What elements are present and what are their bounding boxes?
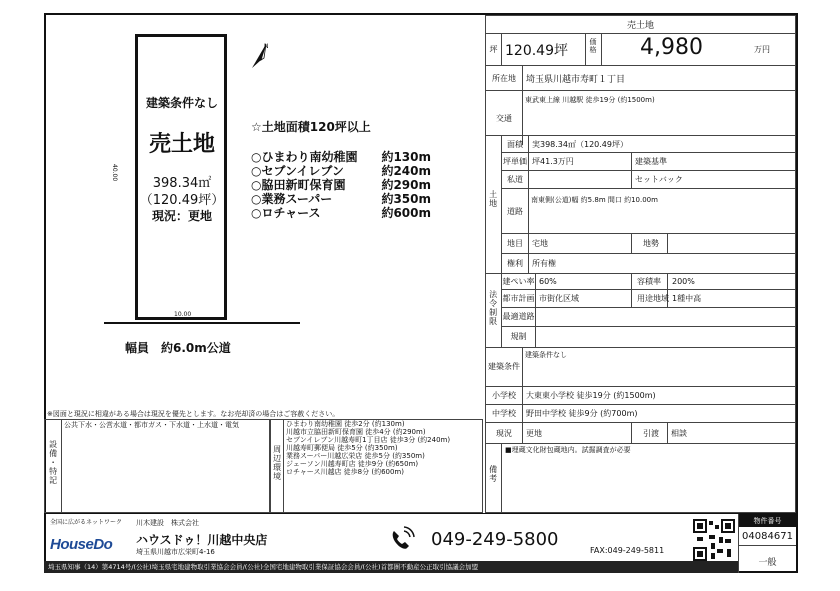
list-item: ○脇田新町保育園 約290m (251, 178, 431, 192)
chisei-label: 地勢 (643, 238, 659, 248)
cond-label: 建築条件 (488, 362, 520, 372)
kisei-label: 規制 (510, 332, 527, 342)
setback-label: セットバック (635, 174, 683, 184)
facilities-label: 設備・特記 (48, 440, 58, 485)
junior-value: 野田中学校 徒歩9分 (約700m) (526, 409, 638, 418)
svg-text:N: N (264, 43, 269, 50)
list-item: 業務スーパー川越広栄店 徒歩5分 (約350m) (286, 452, 425, 461)
chimoku-label: 地目 (507, 238, 523, 248)
list-item: ○ロチャース 約600m (251, 206, 431, 220)
side-dimension: 40.00 (111, 164, 118, 182)
toshi-value: 市街化区域 (539, 293, 579, 303)
qr-code-icon (693, 519, 735, 561)
current-status: 現況：更地 (151, 209, 212, 223)
spec-header: 売土地 (626, 20, 654, 31)
price-label: 価格 (589, 38, 598, 54)
transport-value: 東武東上線 川越駅 徒歩19分 (約1500m) (525, 96, 655, 104)
sale-title: 売土地 (148, 132, 215, 157)
hikiwatashi-value: 相談 (671, 428, 687, 438)
road-width: 幅員 約6.0m公道 (125, 341, 231, 355)
hikiwatashi-label: 引渡 (643, 428, 659, 438)
land-area-sqm: 398.34㎡ (152, 176, 212, 191)
surroundings-list (286, 420, 482, 476)
road-value: 南東側(公道)幅 約5.8m 間口 約10.00m (531, 196, 658, 204)
facilities-text: 公共下水・公営水道・都市ガス・下水道・上水道・電気 (64, 421, 239, 429)
facilities-box (44, 419, 270, 513)
list-item: ジェーソン川越寿町店 徒歩9分 (約650m) (286, 460, 419, 469)
shop-address: 埼玉県川越市広栄町4-16 (136, 548, 215, 556)
list-item: ○ひまわり南幼稚園 約130m (251, 150, 431, 164)
list-item: 川越市立脇田新町保育園 徒歩4分 (約290m) (286, 428, 426, 437)
tsubo-value: 120.49坪 (505, 43, 568, 59)
company-name: 川木建設 株式会社 (136, 519, 199, 527)
road-line (104, 322, 300, 324)
housedo-logo-text: HouseDo (50, 535, 113, 553)
law-label: 法令制限 (488, 290, 498, 326)
area-label: 面積 (507, 139, 523, 149)
list-item: ロチャース川越店 徒歩8分 (約600m) (286, 468, 404, 477)
biko-value: ■埋蔵文化財包蔵地内。試掘調査が必要 (505, 446, 631, 454)
highlight-note: ☆土地面積120坪以上 (251, 120, 371, 134)
housedo-logo (50, 531, 130, 557)
address-value: 埼玉県川越市寿町１丁目 (526, 74, 626, 85)
property-no-label: 物件番号 (739, 514, 796, 527)
phone-number[interactable]: 049-249-5800 (431, 529, 559, 550)
list-item: ひまわり南幼稚園 徒歩2分 (約130m) (286, 420, 405, 428)
land-area-tsubo: （120.49坪） (139, 193, 225, 208)
kenpei-value: 60% (539, 276, 557, 286)
kenchiku-label: 建築基準 (635, 157, 667, 166)
area-value: 実398.34㎡（120.49坪） (532, 139, 628, 149)
list-item: ○業務スーパー 約350m (251, 192, 431, 206)
property-no: 04084671 (742, 531, 793, 542)
transport-label: 交通 (496, 113, 512, 123)
kenpei-label: 建ぺい率 (502, 276, 535, 286)
list-item: セブンイレブン川越寿町1丁目店 徒歩3分 (約240m) (286, 436, 451, 445)
disclaimer: ※図面と現況に相違がある場合は現況を優先とします。なお売却済の場合はご容赦ください。 (47, 410, 340, 418)
genkyo-value: 更地 (526, 428, 542, 438)
cond-value: 建築条件なし (525, 351, 567, 359)
yoseki-value: 200% (672, 276, 695, 286)
license-text: 埼玉県知事（14）第4714号/(公社)埼玉県宅地建物取引業協会会員/(公社)全国宅地建物取引業保証協会会員/(公社)首都圏不動産公正取引協議会加盟 (48, 563, 479, 571)
yoto-value: 1種中高 (672, 293, 702, 303)
elem-value: 大東東小学校 徒歩19分 (約1500m) (526, 391, 656, 400)
yoto-label: 用途地域 (637, 293, 669, 303)
elem-label: 小学校 (492, 391, 516, 400)
compass-icon (244, 40, 274, 72)
saiteki-label: 最適道路 (502, 312, 535, 322)
land-label: 土地 (488, 190, 498, 208)
nearby-list (251, 150, 431, 220)
unit-price-label: 坪単価 (503, 157, 527, 166)
kenri-value: 所有権 (532, 258, 556, 268)
fax-number: FAX:049-249-5811 (590, 546, 665, 555)
tsubo-label: 坪 (489, 44, 498, 54)
kenri-label: 権利 (507, 258, 523, 268)
yoseki-label: 容積率 (637, 276, 661, 286)
junior-label: 中学校 (492, 409, 516, 418)
building-condition: 建築条件なし (145, 96, 218, 110)
shop-name: ハウスドゥ！川越中央店 (136, 533, 268, 547)
price-unit: 万円 (754, 45, 770, 54)
road-label: 道路 (507, 206, 523, 216)
listing-type: 一般 (758, 557, 777, 568)
shido-label: 私道 (507, 175, 523, 184)
list-item: 川越寿町郵便局 徒歩5分 (約350m) (286, 444, 398, 453)
network-label: 全国に広がるネットワーク (50, 519, 123, 526)
biko-label: 備考 (488, 465, 498, 483)
unit-price-value: 坪41.3万円 (532, 157, 574, 166)
chimoku-value: 宅地 (532, 238, 548, 248)
genkyo-label: 現況 (496, 428, 512, 438)
phone-icon (386, 525, 416, 555)
surroundings-label: 周辺環境 (272, 445, 282, 481)
bottom-dimension: 10.00 (174, 311, 192, 318)
address-label: 所在地 (492, 73, 516, 83)
price-value: 4,980 (640, 35, 703, 60)
toshi-label: 都市計画 (502, 293, 535, 303)
list-item: ○セブンイレブン 約240m (251, 164, 431, 178)
